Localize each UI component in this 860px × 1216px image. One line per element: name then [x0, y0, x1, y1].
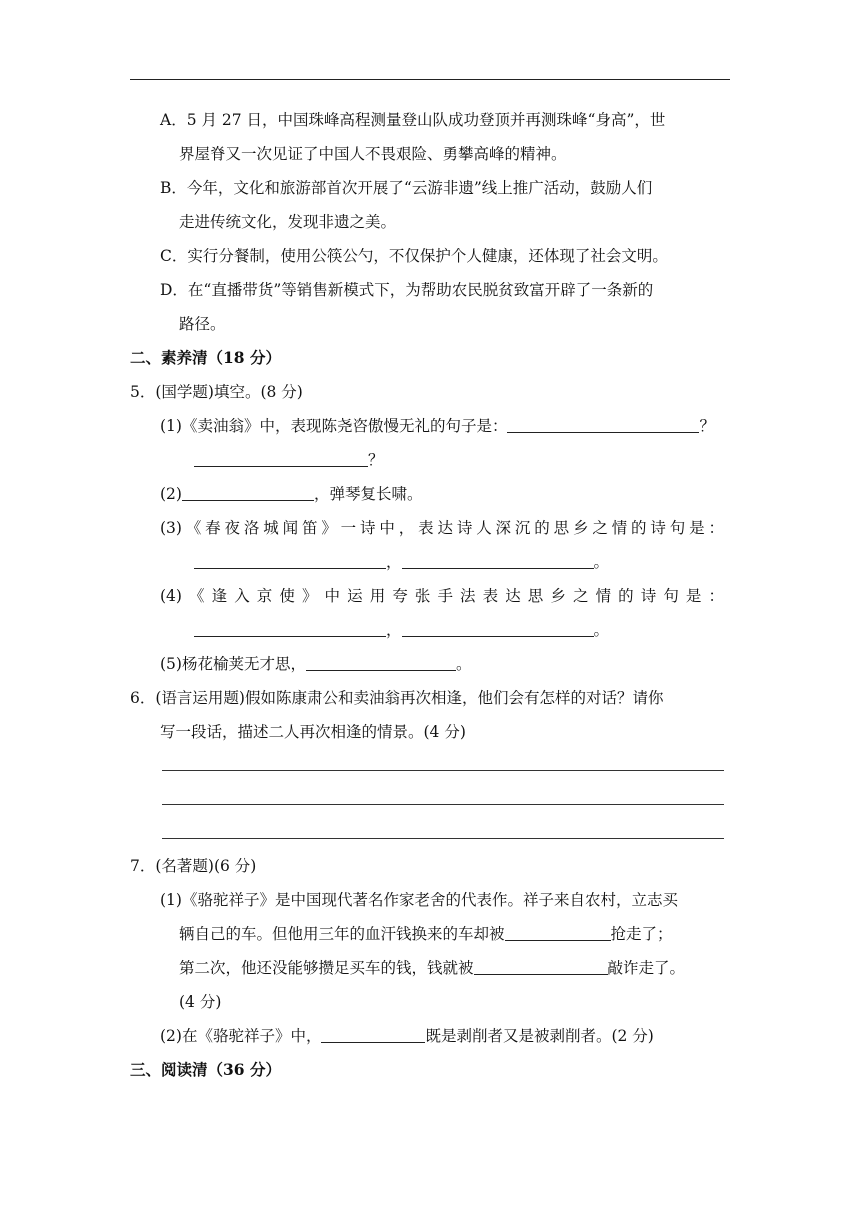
option-a-line2: 界屋脊又一次见证了中国人不畏艰险、勇攀高峰的精神。 — [179, 145, 567, 163]
option-d-line1: D．在“直播带货”等销售新模式下，为帮助农民脱贫致富开辟了一条新的 — [160, 281, 654, 299]
option-c-line1: C．实行分餐制，使用公筷公勺，不仅保护个人健康，还体现了社会文明。 — [160, 247, 668, 265]
q5-part4-answer — [194, 620, 609, 640]
q6-line1: 6．(语言运用题)假如陈康肃公和卖油翁再次相逢，他们会有怎样的对话？请你 — [130, 689, 664, 707]
q5-part4-period: 。 — [593, 621, 610, 639]
option-d-line2: 路径。 — [179, 315, 226, 333]
option-b-line2: 走进传统文化，发现非遗之美。 — [179, 213, 397, 231]
q6-answer-line-1[interactable] — [162, 770, 724, 771]
option-a-line1: A．5 月 27 日，中国珠峰高程测量登山队成功登顶并再测珠峰“身高”，世 — [160, 111, 666, 129]
q5-part3-period: 。 — [593, 553, 610, 571]
q5-part1-text: (1)《卖油翁》中，表现陈尧咨傲慢无礼的句子是： — [160, 417, 508, 435]
q5-part5-text: (5)杨花榆荚无才思， — [160, 655, 306, 673]
q6-answer-line-3[interactable] — [162, 838, 724, 839]
q5-part3-blank1[interactable] — [194, 552, 386, 569]
q5-part3-comma: ， — [386, 553, 402, 571]
q5-part4-comma: ， — [386, 621, 402, 639]
q7-part1-line3 — [179, 958, 685, 978]
q7-part1-points: (4 分) — [179, 993, 222, 1011]
q5-part3: (3)《春夜洛城闻笛》一诗中，表达诗人深沉的思乡之情的诗句是： — [160, 519, 724, 537]
q7-part1-line2-a: 辆自己的车。但他用三年的血汗钱换来的车却被 — [179, 925, 505, 943]
q7-stem: 7．(名著题)(6 分) — [130, 857, 257, 875]
q5-part1-line2-end: ？ — [368, 451, 384, 469]
q5-part1-blank2[interactable] — [194, 450, 368, 467]
q7-part1-blank1[interactable] — [505, 924, 611, 941]
q5-part2-blank[interactable] — [182, 484, 314, 501]
header-rule — [130, 79, 730, 80]
q6-line2: 写一段话，描述二人再次相逢的情景。(4 分) — [160, 723, 466, 741]
section2-heading: 二、素养清（18 分） — [130, 348, 281, 367]
q5-part4: (4)《逢入京使》中运用夸张手法表达思乡之情的诗句是： — [160, 587, 724, 605]
q5-part3-answer — [194, 552, 609, 572]
q5-part5-blank[interactable] — [306, 654, 456, 671]
q7-part2-b: 既是剥削者又是被剥削者。(2 分) — [425, 1027, 654, 1045]
q5-part1-blank1[interactable] — [507, 416, 699, 433]
q7-part1-line3-a: 第二次，他还没能够攒足买车的钱，钱就被 — [179, 959, 474, 977]
q7-part1-line3-b: 敲诈走了。 — [607, 959, 686, 977]
q7-part2-blank[interactable] — [321, 1026, 425, 1043]
q5-part3-blank2[interactable] — [402, 552, 594, 569]
q5-part4-blank1[interactable] — [194, 620, 386, 637]
q5-part1-line2 — [194, 450, 384, 470]
q7-part1-blank2[interactable] — [474, 958, 608, 975]
q7-part1-line2-b: 抢走了； — [610, 925, 673, 943]
q5-part4-blank2[interactable] — [402, 620, 594, 637]
q5-part2-text: ，弹琴复长啸。 — [313, 485, 423, 503]
q7-part1-line1: (1)《骆驼祥子》是中国现代著名作家老舍的代表作。祥子来自农村，立志买 — [160, 891, 678, 909]
q5-part1 — [160, 416, 715, 436]
section3-heading: 三、阅读清（36 分） — [130, 1060, 281, 1079]
q5-stem: 5．(国学题)填空。(8 分) — [130, 383, 303, 401]
q6-answer-line-2[interactable] — [162, 804, 724, 805]
q7-part2-a: (2)在《骆驼祥子》中， — [160, 1027, 322, 1045]
q5-part2-prefix: (2) — [160, 485, 182, 503]
q5-part5 — [160, 654, 471, 674]
q5-part5-end: 。 — [455, 655, 472, 673]
option-b-line1: B．今年，文化和旅游部首次开展了“云游非遗”线上推广活动，鼓励人们 — [160, 179, 653, 197]
q5-part2 — [160, 484, 422, 504]
q7-part1-line2 — [179, 924, 673, 944]
q5-part1-end: ？ — [699, 417, 715, 435]
q7-part2 — [160, 1026, 654, 1046]
